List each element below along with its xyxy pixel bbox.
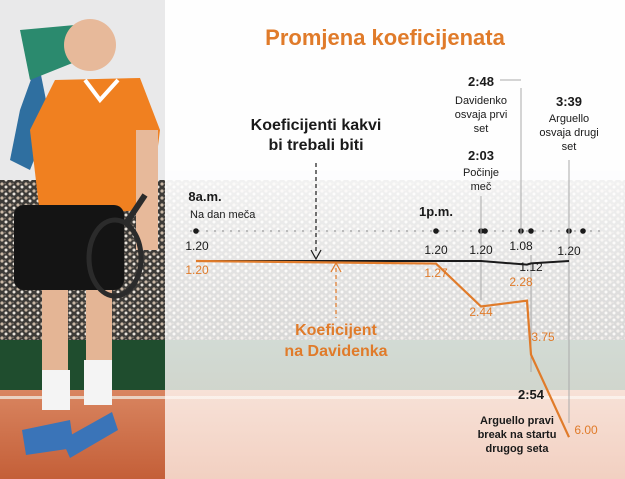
time-dot	[193, 228, 199, 234]
event-time: 2:03	[467, 148, 495, 163]
event-label: Davidenko	[455, 95, 507, 107]
expected-annotation-arrow	[311, 250, 321, 259]
expected-value-label: 1.20	[424, 243, 448, 257]
davidenko-annotation: na Davidenka	[284, 343, 388, 360]
event-label: drugog seta	[485, 443, 549, 455]
time-dot	[482, 228, 488, 234]
davidenko-value-label: 1.27	[424, 266, 448, 280]
expected-value-label: 1.20	[185, 239, 209, 253]
event-label: meč	[470, 181, 492, 193]
davidenko-annotation: Koeficijent	[295, 322, 377, 339]
expected-value-label: 1.08	[509, 239, 533, 253]
event-label: set	[473, 123, 489, 135]
event-label: break na startu	[477, 429, 557, 441]
event-time: 2:54	[517, 387, 545, 402]
expected-annotation: Koeficijenti kakvi	[250, 117, 382, 134]
event-label: Arguello pravi	[480, 415, 554, 427]
time-dot	[433, 228, 439, 234]
event-label: osvaja prvi	[454, 109, 508, 121]
chart-title: Promjena koeficijenata	[265, 25, 505, 50]
davidenko-value-label: 2.28	[509, 275, 533, 289]
davidenko-value-label: 3.75	[531, 330, 555, 344]
event-time: 3:39	[555, 94, 583, 109]
event-label: osvaja drugi	[539, 127, 599, 139]
event-label: Počinje	[462, 167, 500, 179]
event-label: Na dan meča	[190, 209, 256, 221]
davidenko-value-label: 2.44	[469, 305, 493, 319]
davidenko-value-label: 6.00	[574, 423, 598, 437]
time-dot	[528, 228, 534, 234]
event-label: Arguello	[548, 113, 590, 125]
time-tick-label: 8a.m.	[188, 189, 222, 204]
event-label: set	[561, 141, 577, 153]
time-dot	[580, 228, 586, 234]
event-time: 2:48	[467, 74, 495, 89]
time-tick-label: 1p.m.	[419, 204, 453, 219]
expected-value-label: 1.20	[557, 244, 581, 258]
expected-annotation: bi trebali biti	[268, 137, 364, 154]
expected-value-label: 1.20	[469, 243, 493, 257]
expected-value-label: 1.12	[519, 260, 543, 274]
davidenko-value-label: 1.20	[185, 263, 209, 277]
